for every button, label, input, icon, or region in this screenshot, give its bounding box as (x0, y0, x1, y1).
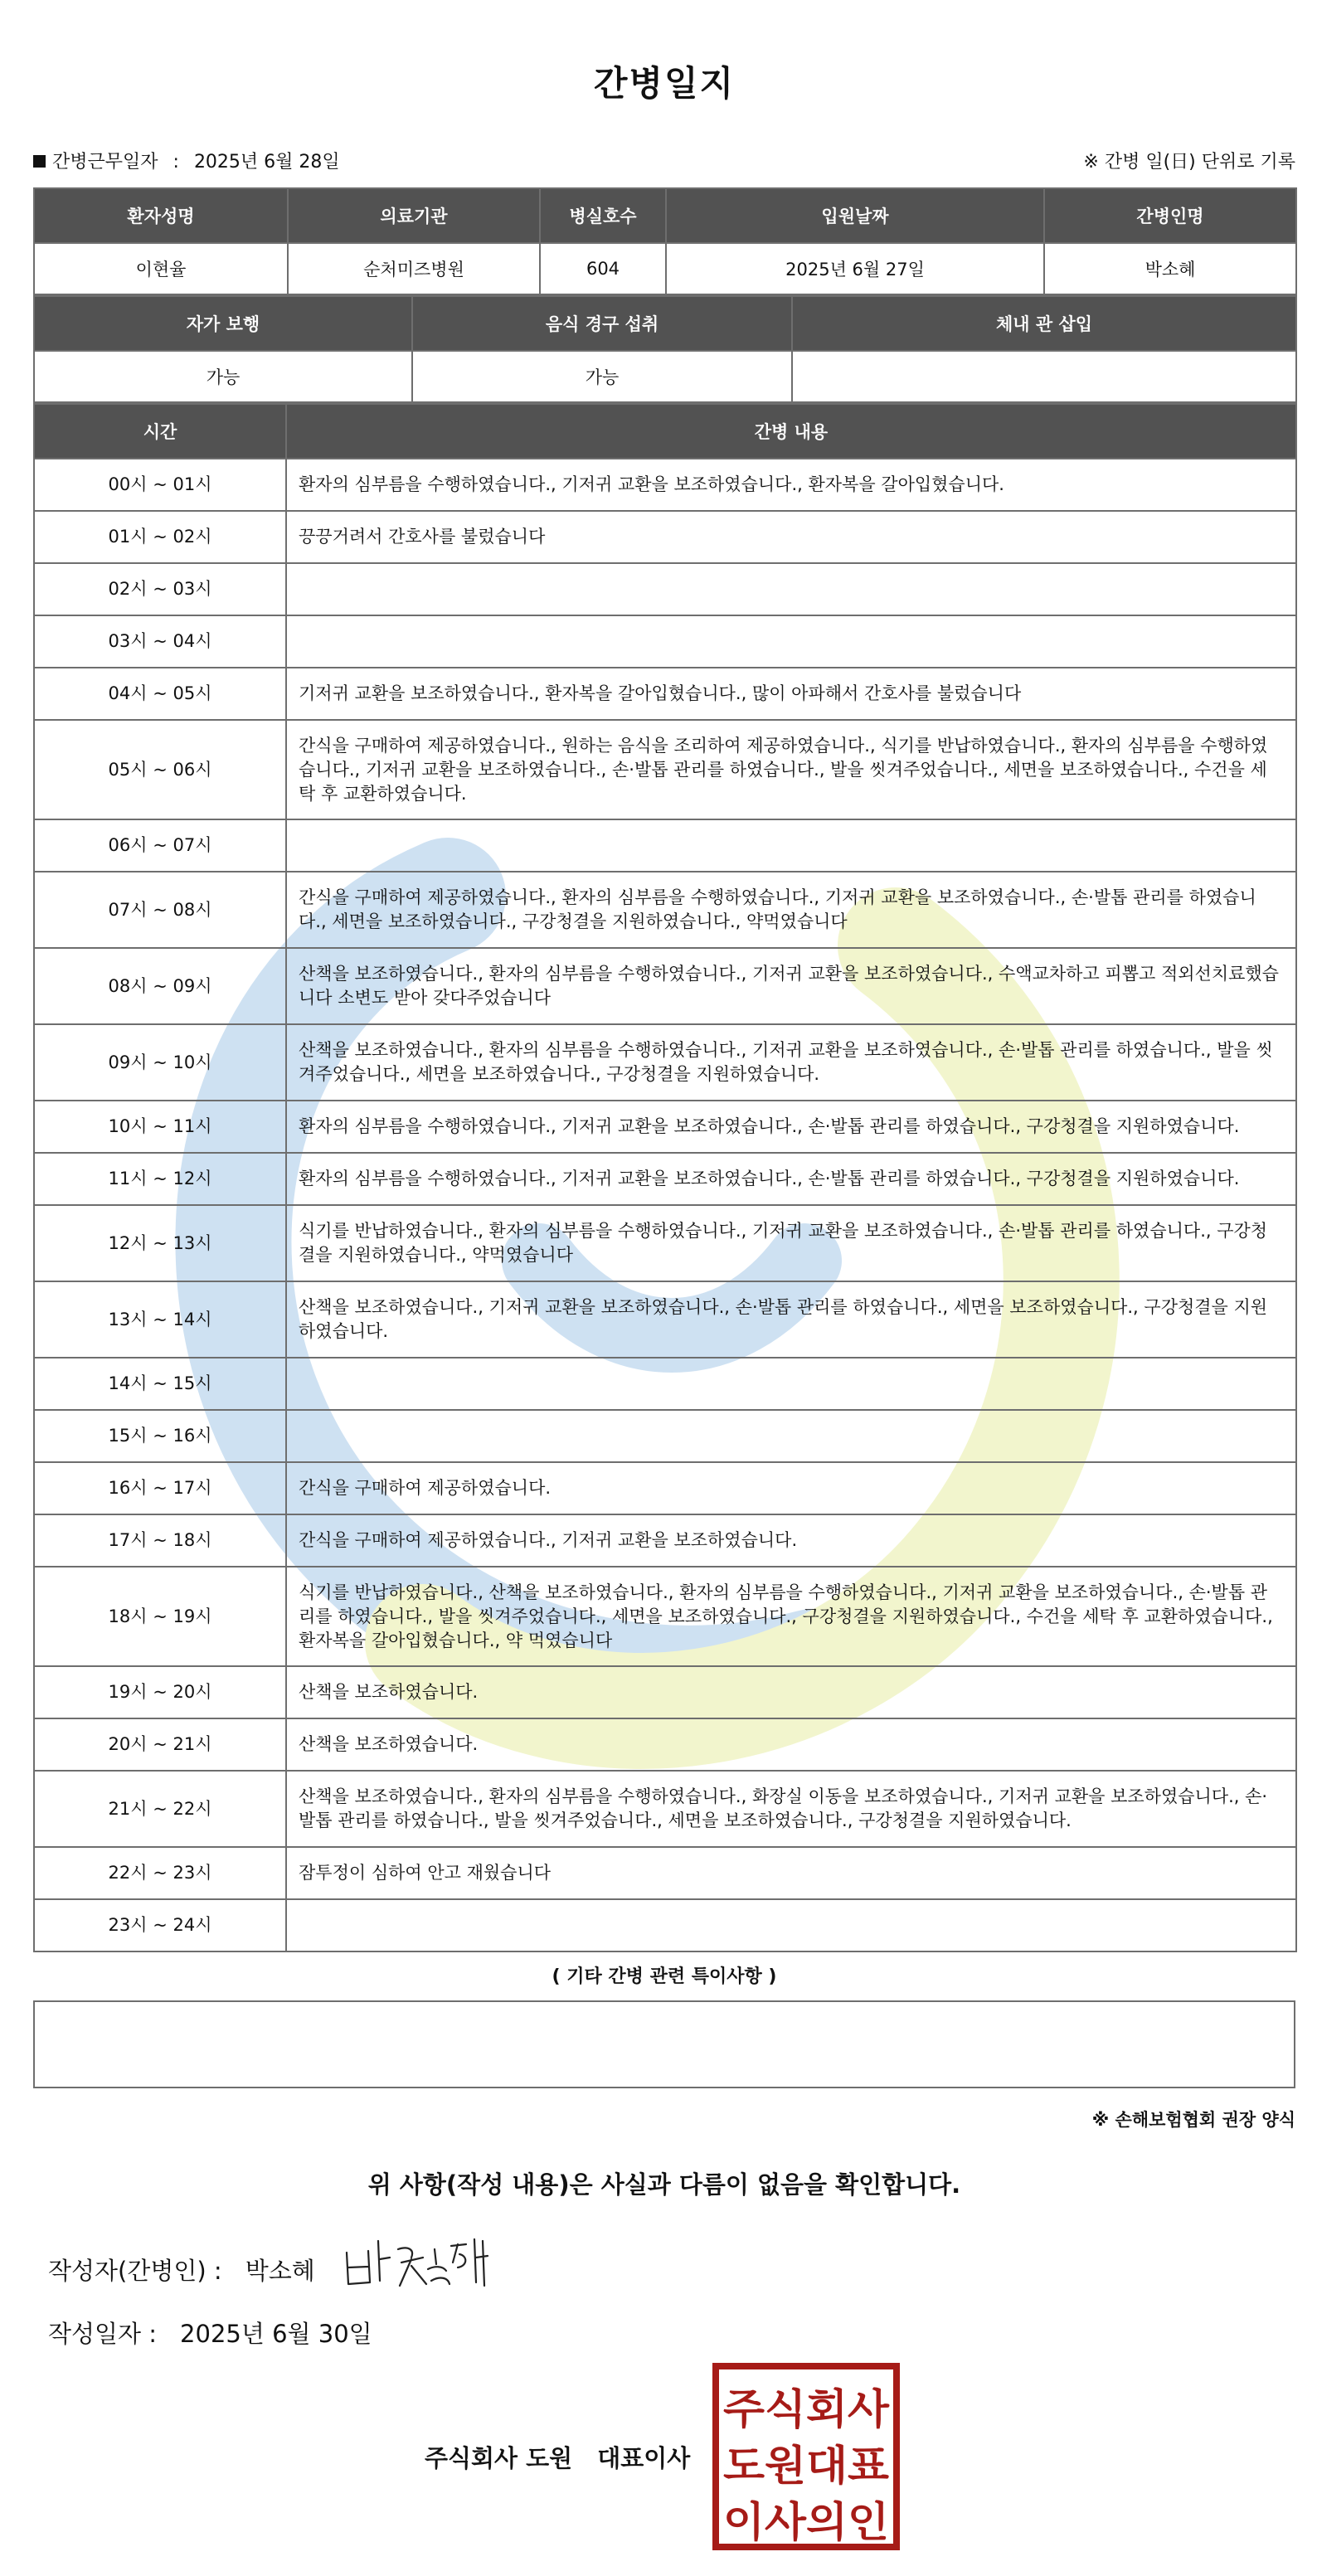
meta-row (33, 148, 1295, 174)
recommend-note: ※ 손해보험협회 권장 양식 (1091, 2110, 1295, 2130)
patient-status-table (33, 295, 1297, 403)
log-row (34, 1410, 1296, 1462)
special-notes-title: ( 기타 간병 관련 특이사항 ) (552, 1966, 777, 1987)
author-line (48, 2253, 315, 2287)
log-row (34, 1281, 1296, 1358)
caregiver-name: 박소혜 (1044, 243, 1296, 294)
log-time: 06시 ~ 07시 (34, 819, 286, 872)
log-time: 15시 ~ 16시 (34, 1410, 286, 1462)
work-date-line (33, 148, 340, 173)
header-time: 시간 (34, 404, 286, 459)
log-row (34, 1847, 1296, 1899)
log-content: 간식을 구매하여 제공하였습니다., 원하는 음식을 조리하여 제공하였습니다., 식기를 반납하였습니다., 환자의 심부름을 수행하였습니다., 기저귀 교환을 보조하였습니다., 손·발톱 관리를 하였습니다., 발을 씻겨주었습니다., 세면을 보조하였습니다., 수건을 세탁 후 교환하였습니다. (286, 720, 1296, 819)
log-content (286, 563, 1296, 615)
log-row (34, 1666, 1296, 1718)
log-content: 산책을 보조하였습니다., 환자의 심부름을 수행하였습니다., 화장실 이동을 보조하였습니다., 기저귀 교환을 보조하였습니다., 손·발톱 관리를 하였습니다., 발을 씻겨주었습니다., 세면을 보조하였습니다., 구강청결을 지원하였습니다. (286, 1771, 1296, 1847)
svg-text:도원대표: 도원대표 (723, 2442, 890, 2490)
log-row (34, 1024, 1296, 1101)
work-date-value: 2025년 6월 28일 (193, 152, 340, 173)
log-time: 22시 ~ 23시 (34, 1847, 286, 1899)
log-content: 끙끙거려서 간호사를 불렀습니다 (286, 511, 1296, 563)
header-hospital: 의료기관 (288, 188, 540, 243)
log-time: 17시 ~ 18시 (34, 1514, 286, 1567)
header-patient-name: 환자성명 (34, 188, 288, 243)
log-content (286, 1358, 1296, 1410)
header-care-content: 간병 내용 (286, 404, 1296, 459)
company-name: 주식회사 도원 (425, 2444, 573, 2472)
log-content: 잠투정이 심하여 안고 재웠습니다 (286, 1847, 1296, 1899)
log-time: 16시 ~ 17시 (34, 1462, 286, 1514)
log-time: 05시 ~ 06시 (34, 720, 286, 819)
log-content: 산책을 보조하였습니다. (286, 1718, 1296, 1771)
company-seal-stamp (712, 2362, 901, 2551)
hospital-name: 순처미즈병원 (288, 243, 540, 294)
log-row (34, 1718, 1296, 1771)
admission-date: 2025년 6월 27일 (666, 243, 1044, 294)
patient-header-row (34, 188, 1296, 243)
log-row (34, 459, 1296, 511)
log-content: 식기를 반납하였습니다., 환자의 심부름을 수행하였습니다., 기저귀 교환을 보조하였습니다., 손·발톱 관리를 하였습니다., 구강청결을 지원하였습니다., 약먹였습니다 (286, 1205, 1296, 1281)
svg-text:이사의인: 이사의인 (723, 2498, 889, 2546)
log-time: 10시 ~ 11시 (34, 1101, 286, 1153)
log-time: 09시 ~ 10시 (34, 1024, 286, 1101)
handwritten-signature (342, 2233, 499, 2299)
log-row (34, 1205, 1296, 1281)
log-content: 간식을 구매하여 제공하였습니다., 환자의 심부름을 수행하였습니다., 기저귀 교환을 보조하였습니다., 손·발톱 관리를 하였습니다., 세면을 보조하였습니다., 구강청결을 지원하였습니다., 약먹였습니다 (286, 872, 1296, 948)
log-row (34, 1514, 1296, 1567)
special-notes-box (33, 2000, 1295, 2088)
log-content: 산책을 보조하였습니다., 환자의 심부름을 수행하였습니다., 기저귀 교환을 보조하였습니다., 수액교차하고 피뽑고 적외선치료했습니다 소변도 받아 갖다주었습니다 (286, 948, 1296, 1024)
log-row (34, 563, 1296, 615)
log-content: 산책을 보조하였습니다. (286, 1666, 1296, 1718)
log-time: 08시 ~ 09시 (34, 948, 286, 1024)
log-content: 환자의 심부름을 수행하였습니다., 기저귀 교환을 보조하였습니다., 손·발톱 관리를 하였습니다., 구강청결을 지원하였습니다. (286, 1153, 1296, 1205)
patient-value-row (34, 243, 1296, 294)
unit-note: ※ 간병 일(日) 단위로 기록 (1083, 152, 1295, 173)
oral-intake-value: 가능 (412, 351, 792, 402)
hourly-log-table (33, 403, 1297, 1952)
header-admission-date: 입원날짜 (666, 188, 1044, 243)
log-time: 00시 ~ 01시 (34, 459, 286, 511)
written-date-line (48, 2316, 372, 2350)
log-time: 11시 ~ 12시 (34, 1153, 286, 1205)
patient-name: 이현율 (34, 243, 288, 294)
log-time: 23시 ~ 24시 (34, 1899, 286, 1951)
log-row (34, 1771, 1296, 1847)
work-date-separator: : (173, 152, 179, 173)
company-line (425, 2440, 690, 2474)
company-ceo-title: 대표이사 (597, 2444, 691, 2472)
log-row (34, 615, 1296, 668)
author-label: 작성자(간병인) : (48, 2257, 222, 2285)
log-time: 07시 ~ 08시 (34, 872, 286, 948)
log-row (34, 1101, 1296, 1153)
log-time: 20시 ~ 21시 (34, 1718, 286, 1771)
log-content: 환자의 심부름을 수행하였습니다., 기저귀 교환을 보조하였습니다., 환자복을 갈아입혔습니다. (286, 459, 1296, 511)
log-time: 19시 ~ 20시 (34, 1666, 286, 1718)
author-name: 박소혜 (245, 2257, 315, 2285)
header-oral-intake: 음식 경구 섭취 (412, 296, 792, 351)
log-time: 18시 ~ 19시 (34, 1567, 286, 1666)
log-content (286, 1899, 1296, 1951)
log-row (34, 511, 1296, 563)
log-row (34, 819, 1296, 872)
log-time: 02시 ~ 03시 (34, 563, 286, 615)
log-content (286, 819, 1296, 872)
log-time: 12시 ~ 13시 (34, 1205, 286, 1281)
header-self-walking: 자가 보행 (34, 296, 412, 351)
log-content: 환자의 심부름을 수행하였습니다., 기저귀 교환을 보조하였습니다., 손·발톱 관리를 하였습니다., 구강청결을 지원하였습니다. (286, 1101, 1296, 1153)
log-row (34, 1899, 1296, 1951)
log-content (286, 615, 1296, 668)
log-time: 04시 ~ 05시 (34, 668, 286, 720)
log-content: 산책을 보조하였습니다., 환자의 심부름을 수행하였습니다., 기저귀 교환을 보조하였습니다., 손·발톱 관리를 하였습니다., 발을 씻겨주었습니다., 세면을 보조하였습니다., 구강청결을 지원하였습니다. (286, 1024, 1296, 1101)
log-header-row (34, 404, 1296, 459)
log-content (286, 1410, 1296, 1462)
document-title: 간병일지 (593, 63, 736, 104)
log-time: 01시 ~ 02시 (34, 511, 286, 563)
log-row (34, 1567, 1296, 1666)
log-content: 산책을 보조하였습니다., 기저귀 교환을 보조하였습니다., 손·발톱 관리를 하였습니다., 세면을 보조하였습니다., 구강청결을 지원하였습니다. (286, 1281, 1296, 1358)
svg-text:주식회사: 주식회사 (723, 2385, 890, 2433)
log-row (34, 720, 1296, 819)
header-tube-insertion: 체내 관 삽입 (792, 296, 1296, 351)
work-date-label: 간병근무일자 (52, 152, 158, 173)
log-content: 간식을 구매하여 제공하였습니다. (286, 1462, 1296, 1514)
log-time: 21시 ~ 22시 (34, 1771, 286, 1847)
patient-info-table (33, 187, 1297, 295)
self-walking-value: 가능 (34, 351, 412, 402)
header-caregiver-name: 간병인명 (1044, 188, 1296, 243)
log-row (34, 1153, 1296, 1205)
log-content: 간식을 구매하여 제공하였습니다., 기저귀 교환을 보조하였습니다. (286, 1514, 1296, 1567)
log-content: 기저귀 교환을 보조하였습니다., 환자복을 갈아입혔습니다., 많이 아파해서 간호사를 불렀습니다 (286, 668, 1296, 720)
log-row (34, 668, 1296, 720)
log-row (34, 1462, 1296, 1514)
tube-insertion-value (792, 351, 1296, 402)
log-content: 식기를 반납하였습니다., 산책을 보조하였습니다., 환자의 심부름을 수행하였습니다., 기저귀 교환을 보조하였습니다., 손·발톱 관리를 하였습니다., 발을 씻겨주었습니다., 세면을 보조하였습니다., 구강청결을 지원하였습니다., 수건을 세탁 후 교환하였습니다., 환자복을 갈아입혔습니다., 약 먹였습니다 (286, 1567, 1296, 1666)
log-row (34, 1358, 1296, 1410)
status-value-row (34, 351, 1296, 402)
log-time: 13시 ~ 14시 (34, 1281, 286, 1358)
log-time: 03시 ~ 04시 (34, 615, 286, 668)
room-number: 604 (540, 243, 666, 294)
log-row (34, 872, 1296, 948)
confirmation-statement: 위 사항(작성 내용)은 사실과 다름이 없음을 확인합니다. (367, 2170, 961, 2199)
log-row (34, 948, 1296, 1024)
written-date-label: 작성일자 : (48, 2320, 158, 2348)
status-header-row (34, 296, 1296, 351)
log-time: 14시 ~ 15시 (34, 1358, 286, 1410)
header-room: 병실호수 (540, 188, 666, 243)
written-date-value: 2025년 6월 30일 (180, 2320, 372, 2348)
bullet-square-icon (33, 155, 46, 168)
